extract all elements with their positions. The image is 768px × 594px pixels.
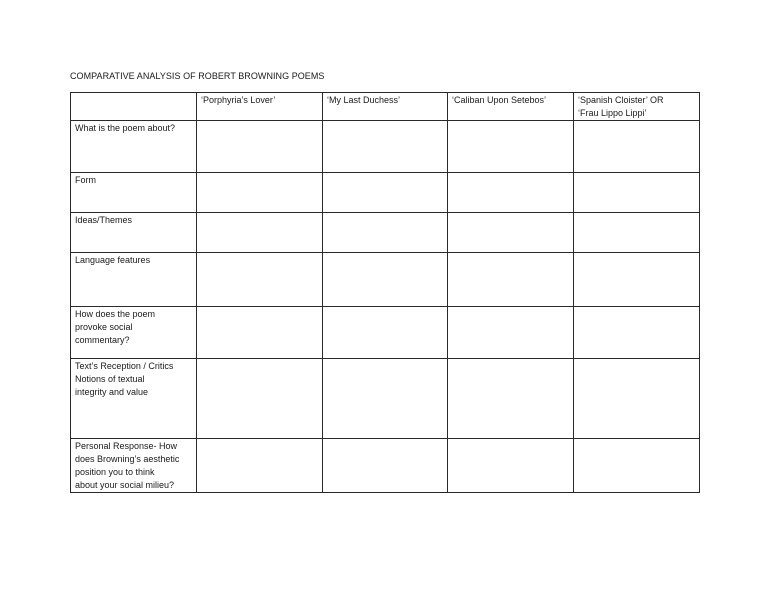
table-row xyxy=(71,253,700,307)
table-row xyxy=(71,121,700,173)
table-cell[interactable] xyxy=(197,253,323,307)
table-cell[interactable] xyxy=(574,173,700,213)
page-title: COMPARATIVE ANALYSIS OF ROBERT BROWNING POEMS xyxy=(70,71,325,81)
column-header-my-last-duchess[interactable]: ‘My Last Duchess’ xyxy=(323,93,448,121)
row-label-social-commentary[interactable]: How does the poem provoke social commentary? xyxy=(71,307,197,359)
table-cell[interactable] xyxy=(323,359,448,439)
table-cell[interactable] xyxy=(323,307,448,359)
column-header-porphyrias-lover[interactable]: ‘Porphyria’s Lover’ xyxy=(197,93,323,121)
row-label-ideas-themes[interactable]: Ideas/Themes xyxy=(71,213,197,253)
table-cell[interactable] xyxy=(197,173,323,213)
column-header-spanish-cloister[interactable]: ‘Spanish Cloister’ OR ‘Frau Lippo Lippi’ xyxy=(574,93,700,121)
table-cell[interactable] xyxy=(197,439,323,493)
table-row xyxy=(71,307,700,359)
table-cell[interactable] xyxy=(323,121,448,173)
table-cell[interactable] xyxy=(448,439,574,493)
table-cell[interactable] xyxy=(323,253,448,307)
table-cell[interactable] xyxy=(448,307,574,359)
table-cell[interactable] xyxy=(323,439,448,493)
column-header-caliban-upon-setebos[interactable]: ‘Caliban Upon Setebos’ xyxy=(448,93,574,121)
table-cell[interactable] xyxy=(197,359,323,439)
comparison-table xyxy=(70,92,700,493)
table-cell[interactable] xyxy=(448,213,574,253)
row-label-personal-response[interactable]: Personal Response- How does Browning’s aesthetic position you to think about your social milieu? xyxy=(71,439,197,493)
table-row xyxy=(71,213,700,253)
table-cell[interactable] xyxy=(448,359,574,439)
table-row xyxy=(71,173,700,213)
table-header-row xyxy=(71,93,700,121)
table-cell[interactable] xyxy=(574,307,700,359)
table-cell[interactable] xyxy=(574,213,700,253)
table-cell[interactable] xyxy=(323,213,448,253)
table-cell[interactable] xyxy=(448,121,574,173)
corner-cell[interactable] xyxy=(71,93,197,121)
table-cell[interactable] xyxy=(574,359,700,439)
table-cell[interactable] xyxy=(574,253,700,307)
table-cell[interactable] xyxy=(574,439,700,493)
table-row xyxy=(71,439,700,493)
table-cell[interactable] xyxy=(323,173,448,213)
table-row xyxy=(71,359,700,439)
table-cell[interactable] xyxy=(448,253,574,307)
row-label-form[interactable]: Form xyxy=(71,173,197,213)
table-cell[interactable] xyxy=(448,173,574,213)
row-label-language-features[interactable]: Language features xyxy=(71,253,197,307)
row-label-poem-about[interactable]: What is the poem about? xyxy=(71,121,197,173)
table-cell[interactable] xyxy=(574,121,700,173)
table-cell[interactable] xyxy=(197,213,323,253)
row-label-reception-critics[interactable]: Text’s Reception / Critics Notions of textual integrity and value xyxy=(71,359,197,439)
table-cell[interactable] xyxy=(197,307,323,359)
table-cell[interactable] xyxy=(197,121,323,173)
